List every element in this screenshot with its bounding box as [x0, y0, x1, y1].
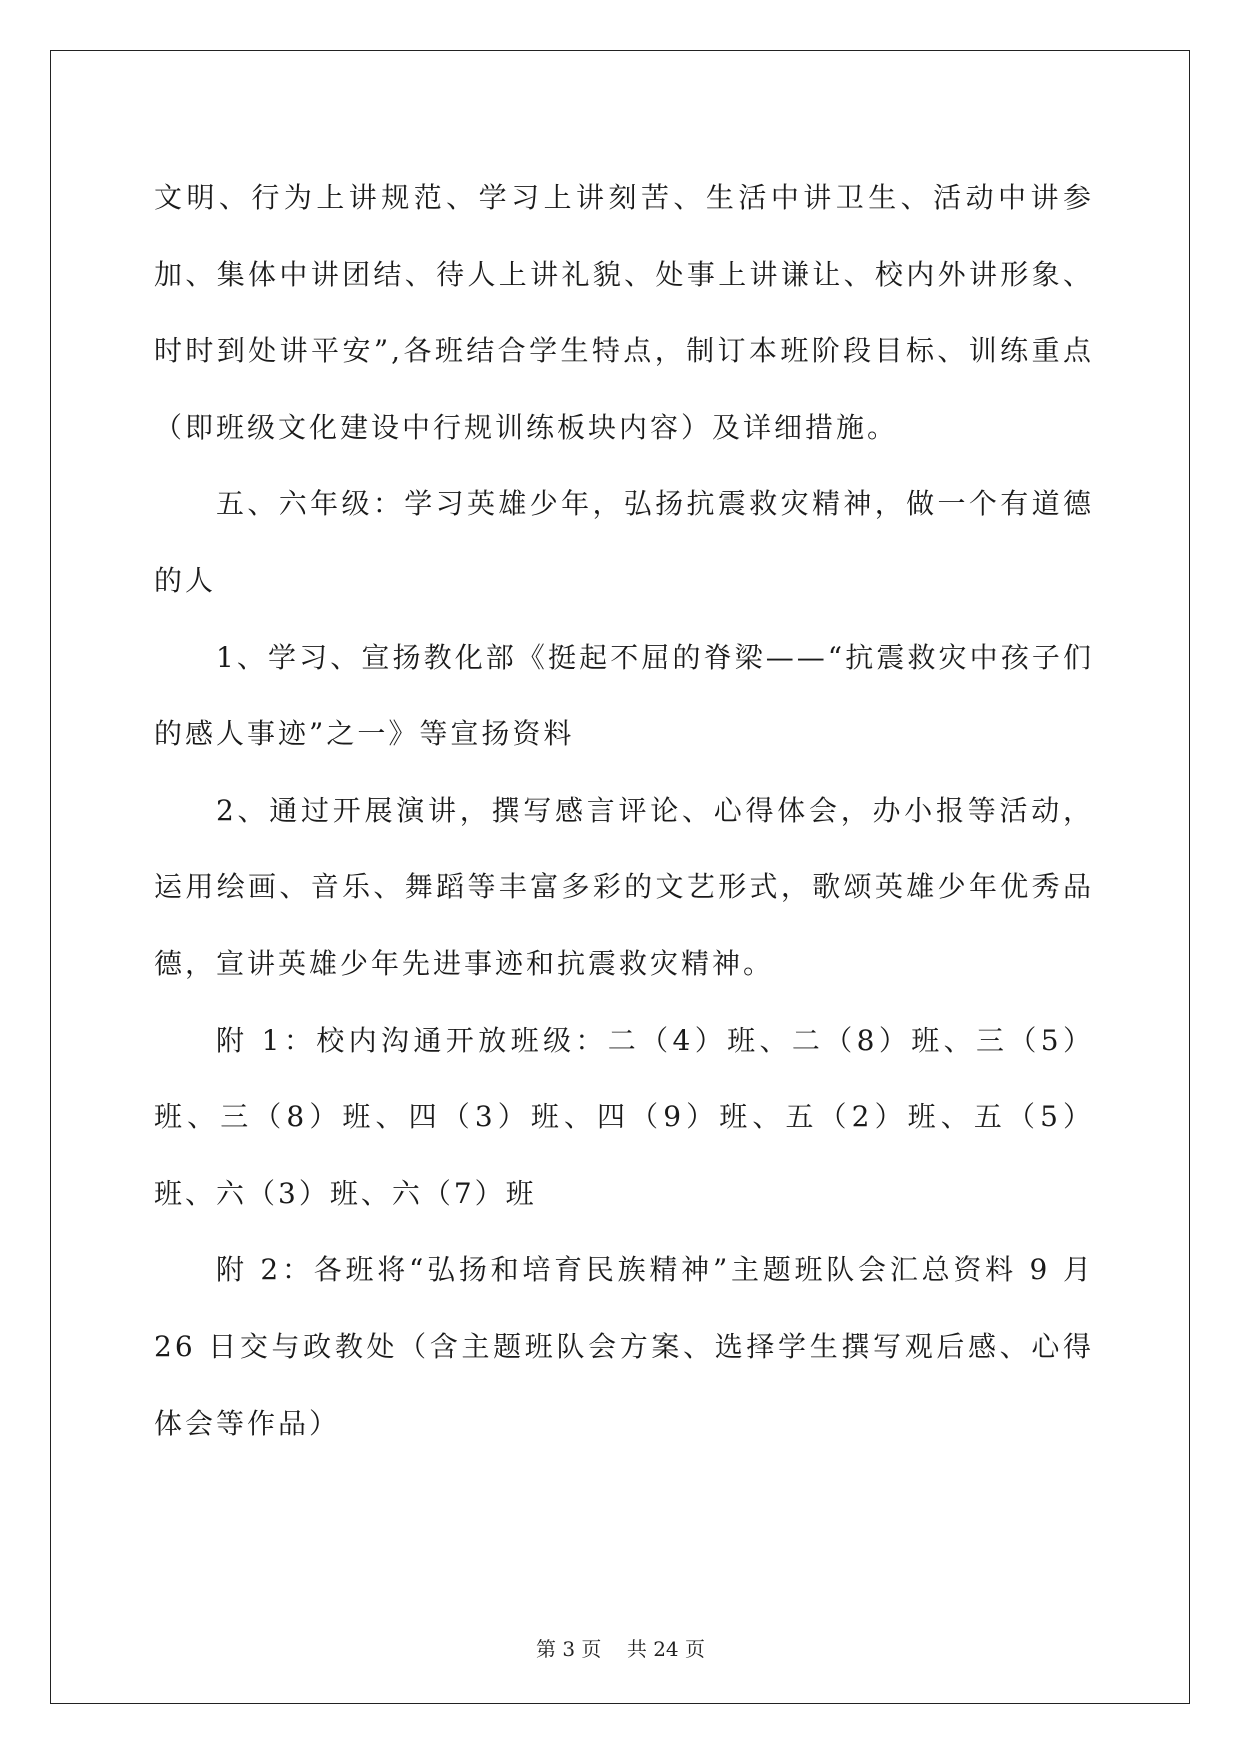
- paragraph-5: 附 1：校内沟通开放班级：二（4）班、二（8）班、三（5）班、三（8）班、四（3）班、四（9）班、五（2）班、五（5）班、六（3）班、六（7）班: [154, 1023, 1094, 1210]
- paragraph-1: 文明、行为上讲规范、学习上讲刻苦、生活中讲卫生、活动中讲参加、集体中讲团结、待人上讲礼貌、处事上讲谦让、校内外讲形象、时时到处讲平安”,各班结合学生特点，制订本班阶段目标、训练重点（即班级文化建设中行规训练板块内容）及详细措施。: [154, 181, 1094, 444]
- page-number: 第 3 页 共 24 页: [535, 1637, 706, 1661]
- paragraph-4: 2、通过开展演讲，撰写感言评论、心得体会，办小报等活动，运用绘画、音乐、舞蹈等丰富多彩的文艺形式，歌颂英雄少年优秀品德，宣讲英雄少年先进事迹和抗震救灾精神。: [154, 793, 1094, 980]
- page-footer: [0, 1633, 1241, 1662]
- paragraph-3: 1、学习、宣扬教化部《挺起不屈的脊梁——“抗震救灾中孩子们的感人事迹”之一》等宣扬资料: [154, 640, 1094, 751]
- paragraph-6: 附 2：各班将“弘扬和培育民族精神”主题班队会汇总资料 9 月 26 日交与政教处（含主题班队会方案、选择学生撰写观后感、心得体会等作品）: [154, 1253, 1094, 1440]
- paragraph-2: 五、六年级：学习英雄少年，弘扬抗震救灾精神，做一个有道德的人: [154, 487, 1094, 597]
- document-body: [154, 160, 1094, 1462]
